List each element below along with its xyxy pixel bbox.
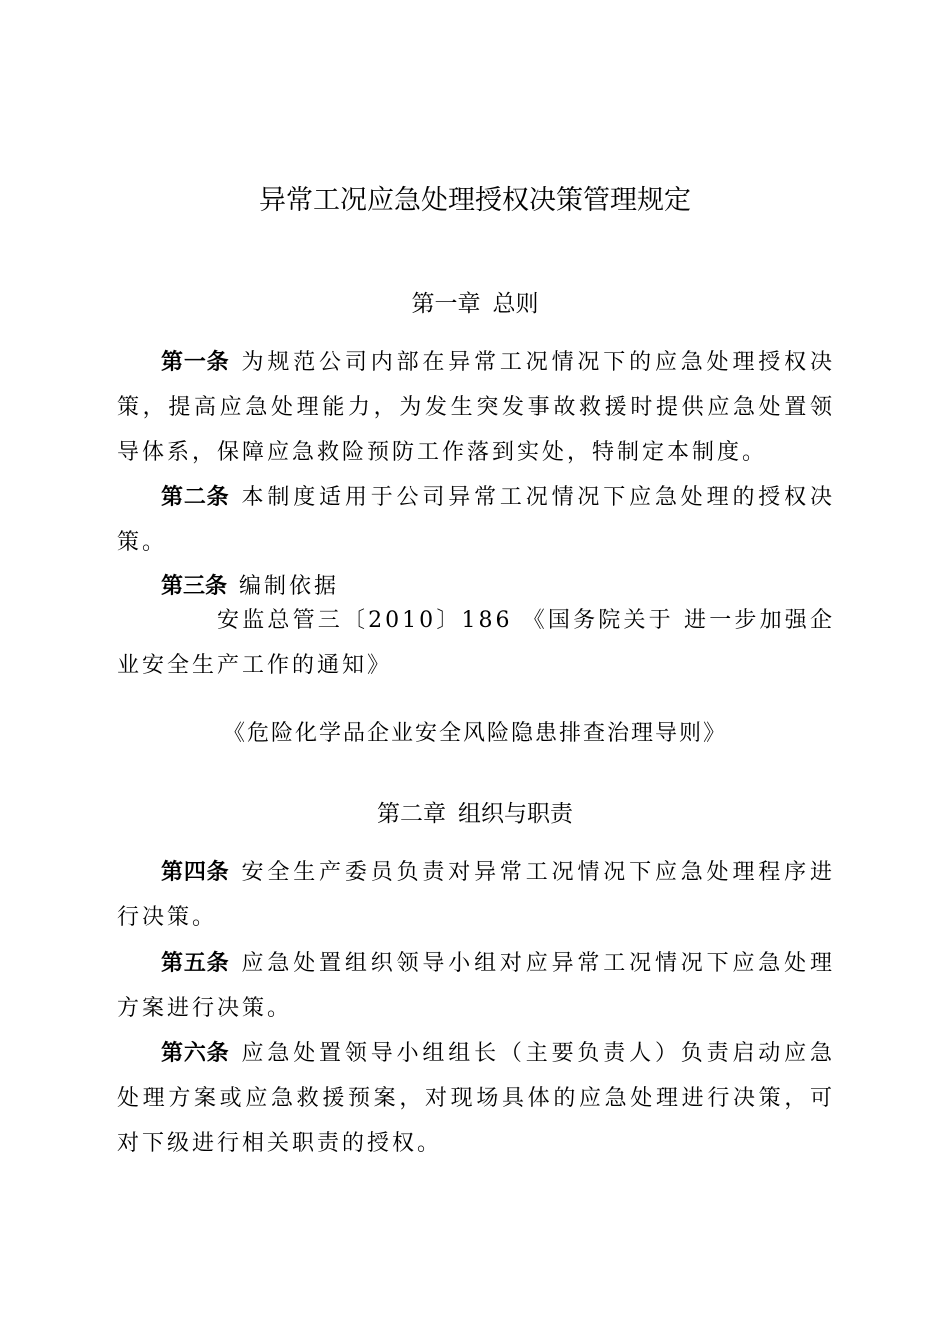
article-label: 第一条: [161, 350, 230, 375]
article-text: 应急处置领导小组组长（主要负责人）负责启动应急处理方案或应急救援预案，对现场具体的应急处理进行决策，可对下级进行相关职责的授权。: [117, 1041, 835, 1156]
article-6: [117, 1031, 835, 1166]
article-label: 第二条: [161, 485, 230, 510]
article-2: [117, 475, 835, 565]
reference-1: 安监总管三〔2010〕186 《国务院关于 进一步加强企业安全生产工作的通知》: [117, 608, 835, 678]
article-text: 安全生产委员负责对异常工况情况下应急处理程序进行决策。: [117, 860, 835, 930]
article-4: [117, 850, 835, 940]
chapter-number: 第一章: [411, 291, 481, 317]
chapter-name: 组织与职责: [458, 801, 573, 827]
article-label: 第四条: [161, 860, 230, 885]
chapter-name: 总则: [492, 291, 539, 317]
article-label: 第六条: [161, 1041, 230, 1066]
chapter-heading-2: [0, 795, 950, 828]
document-title: 异常工况应急处理授权决策管理规定: [259, 185, 691, 216]
article-label: 第三条: [161, 574, 228, 599]
article-text: 本制度适用于公司异常工况情况下应急处理的授权决策。: [117, 485, 835, 555]
article-label: 第五条: [161, 951, 230, 976]
article-text: 应急处置组织领导小组对应异常工况情况下应急处理方案进行决策。: [117, 951, 835, 1021]
article-text: 为规范公司内部在异常工况情况下的应急处理授权决策，提高应急处理能力，为发生突发事故救援时提供应急处置领导体系，保障应急救险预防工作落到实处，特制定本制度。: [117, 350, 835, 465]
article-5: [117, 941, 835, 1031]
chapter-number: 第二章: [377, 801, 446, 827]
reference-2: 《危险化学品企业安全风险隐患排查治理导则》: [222, 721, 727, 746]
article-1: [117, 340, 835, 475]
article-text: 编制依据: [239, 574, 340, 599]
chapter-heading-1: [0, 285, 950, 318]
